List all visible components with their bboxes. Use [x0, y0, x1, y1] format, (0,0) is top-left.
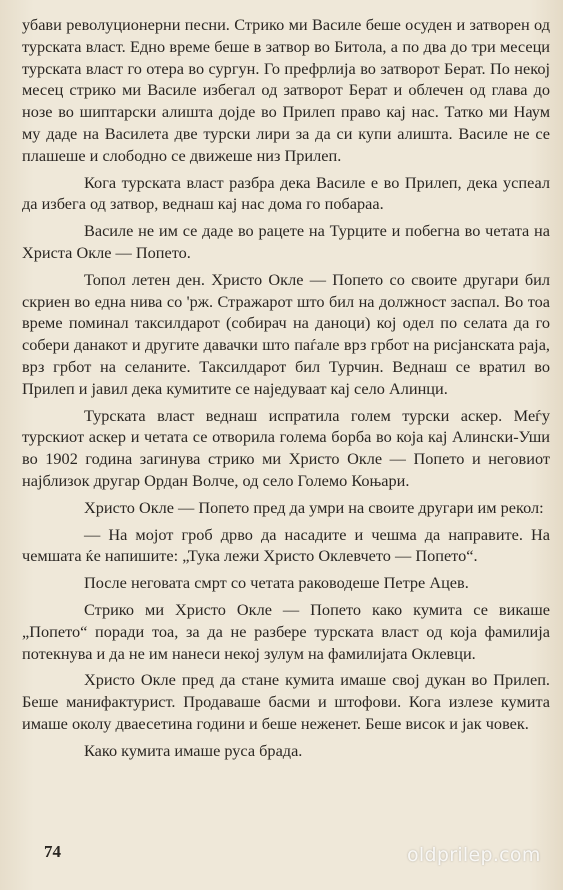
- paragraph: убави револуционерни песни. Стрико ми Василе беше осуден и затворен од турската власт. Едно време беше в затвор во Битола, а по два до три месеци турската власт го отера во сургун. Го префрлија во затворот Берат. По некој месец стрико ми Василе избегал од затворот Берат и облечен од глава до нозе во шиптарски алишта дојде во Прилеп право кај нас. Татко ми Наум му даде на Василета две турски лири за да си купи алишта. Василе не се плашеше и слободно се движеше низ Прилеп.: [22, 15, 550, 165]
- page-number: 74: [44, 842, 61, 861]
- paragraph: После неговата смрт со четата раководеше Петре Ацев.: [84, 573, 469, 593]
- paragraph: — На мојот гроб дрво да насадите и чешма да направите. На чемшата ќе напишите: „Тука лежи Христо Оклевчето — Попето“.: [22, 524, 550, 566]
- body-text: [22, 14, 550, 767]
- paragraph: Христо Окле — Попето пред да умри на своите другари им рекол:: [84, 497, 544, 517]
- watermark: oldprilep.com: [407, 844, 541, 866]
- paragraph: Василе не им се даде во рацете на Турците и побегна во четата на Христа Окле — Попето.: [22, 221, 550, 262]
- paragraph: Турската власт веднаш испратила голем турски аскер. Меѓу турскиот аскер и четата се отворила голема борба во која кај Алински-Уши во 1902 година загинува стрико ми Христо Окле — Попето и неговиот најблизок другар Ордан Волче, од село Големо Коњари.: [22, 405, 550, 490]
- paragraph: Како кумита имаше руса брада.: [84, 740, 303, 760]
- paragraph: Кога турската власт разбра дека Василе е во Прилеп, дека успеал да избега од затвор, веднаш кај нас дома го побараа.: [22, 172, 550, 214]
- paragraph: Христо Окле пред да стане кумита имаше свој дукан во Прилеп. Беше манифактурист. Продаваше басми и штофови. Кога излезе кумита имаше околу дваесетина години и беше неженет. Беше висок и јак човек.: [22, 670, 550, 733]
- paragraph: Топол летен ден. Христо Окле — Попето со своите другари бил скриен во една нива со 'рж. Стражарот што бил на должност заспал. Во тоа време поминал таксилдарот (собирач на даноци) кој одел по селата да го собери данакот и другите давачки што паѓале врз грбот на рисјанската раја, врз грбот на селаните. Таксилдарот бил Турчин. Веднаш се вратил во Прилеп и јавил дека кумитите се наједуваат кај село Алинци.: [22, 269, 550, 398]
- paragraph: Стрико ми Христо Окле — Попето како кумита се викаше „Попето“ поради тоа, за да не разбере турската власт од која фамилија потекнува и да не им нанеси некој зулум на фамилијата Оклевци.: [22, 599, 550, 663]
